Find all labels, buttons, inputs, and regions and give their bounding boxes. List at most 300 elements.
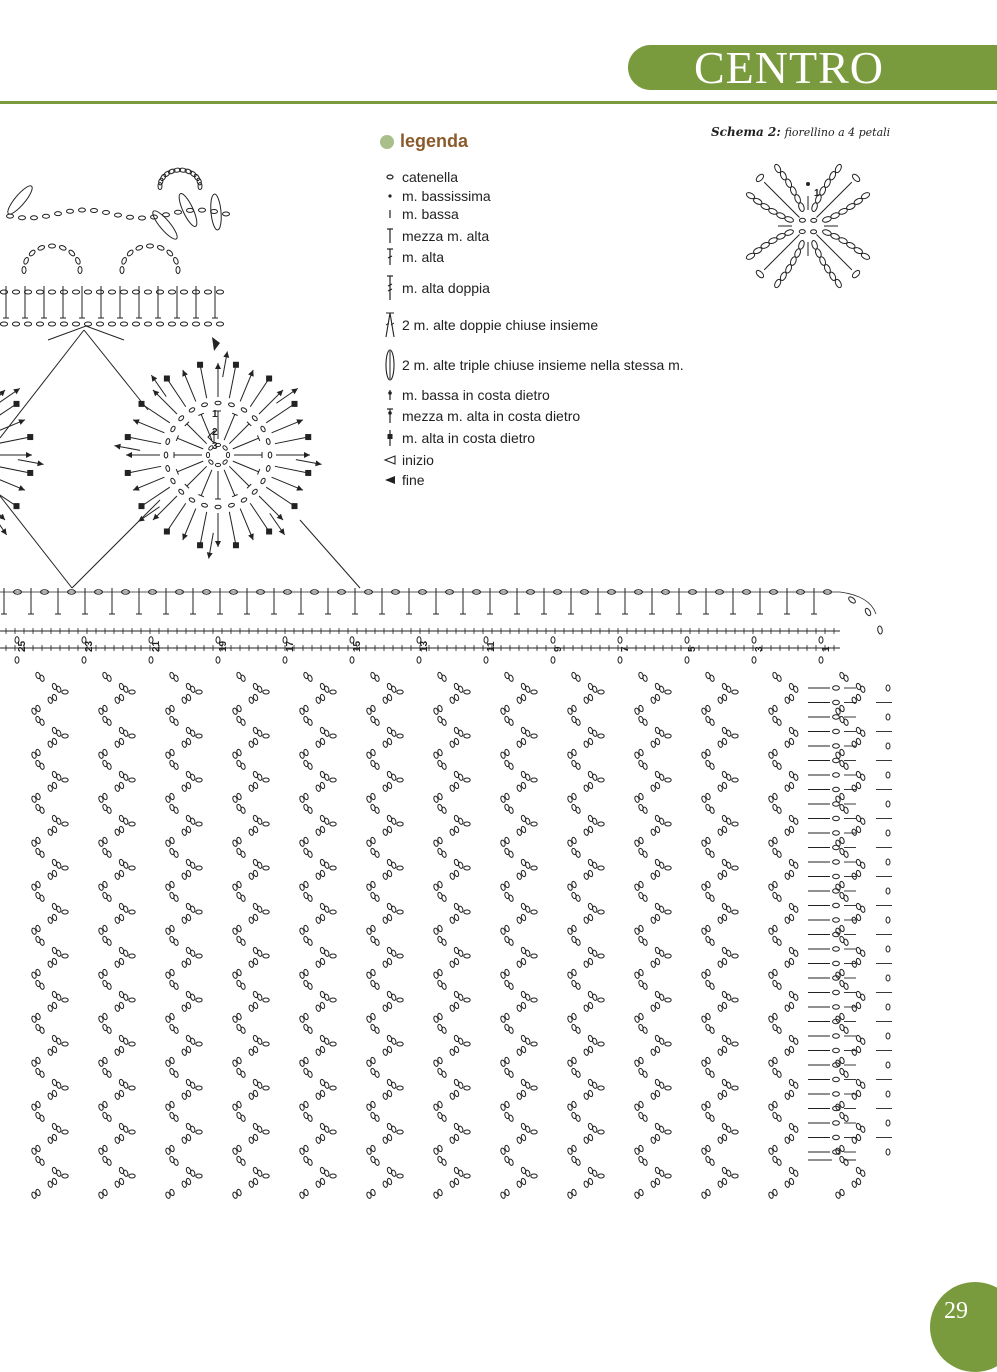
circular-motif (114, 337, 321, 559)
chain-stitch (196, 1130, 202, 1134)
chain-stitch (665, 1174, 671, 1178)
chain-stitch (240, 983, 246, 990)
chain-stitch (23, 257, 29, 265)
back-loop-mark (266, 528, 272, 534)
chain-stitch (726, 686, 732, 693)
chain-stitch (36, 322, 43, 326)
arch (120, 244, 180, 274)
chain-stitch (391, 1126, 397, 1133)
chain-stitch (196, 822, 202, 826)
back-loop-mark (305, 470, 311, 476)
chain-stitch (860, 906, 866, 913)
chain-stitch (48, 290, 55, 294)
chain-stitch (665, 734, 671, 738)
chain-stitch (441, 675, 447, 682)
chain-stitch (330, 690, 336, 694)
chain-stitch (307, 851, 313, 858)
chain-stitch (598, 1174, 604, 1178)
chain-stitch (886, 888, 890, 894)
legend-item (380, 227, 489, 245)
chain-stitch (251, 488, 258, 495)
chain-stitch (39, 939, 45, 946)
chain-stitch (592, 950, 598, 957)
chain-stitch (665, 866, 671, 870)
chain-stitch (165, 438, 170, 445)
chain-stitch (642, 1115, 648, 1122)
legend-item (380, 471, 425, 489)
back-loop-mark (291, 401, 297, 407)
chain-stitch (592, 1126, 598, 1133)
chain-stitch (592, 906, 598, 913)
chain-stitch (441, 1159, 447, 1166)
chain-stitch (598, 1086, 604, 1090)
chain-stitch (709, 675, 715, 682)
chain-stitch (82, 657, 86, 663)
chain-stitch (458, 906, 464, 913)
chain-stitch (129, 778, 135, 782)
chain-stitch (464, 778, 470, 782)
chain-stitch (793, 730, 799, 737)
legend-label: fine (402, 472, 425, 488)
chain-stitch (464, 1174, 470, 1178)
back-loop-mark (233, 362, 239, 368)
chain-stitch (216, 322, 223, 326)
chain-stitch (732, 866, 738, 870)
chain-stitch (726, 730, 732, 737)
chain-stitch (196, 1042, 202, 1046)
chain-stitch (39, 675, 45, 682)
chain-stitch (56, 906, 62, 913)
chain-stitch (508, 983, 514, 990)
chain-stitch (525, 1038, 531, 1045)
chain-stitch (7, 214, 14, 218)
chain-stitch (441, 983, 447, 990)
chain-stitch (886, 714, 890, 720)
chain-stitch (575, 1159, 581, 1166)
chain-stitch (330, 1174, 336, 1178)
chain-stitch (12, 290, 19, 294)
chain-stitch (330, 1042, 336, 1046)
chain-stitch (196, 734, 202, 738)
back-loop-mark (125, 434, 131, 440)
chain-stitch (144, 322, 151, 326)
chain-stitch (263, 866, 269, 870)
chain-stitch (732, 822, 738, 826)
chain-stitch (886, 1004, 890, 1010)
chain-stitch (72, 322, 79, 326)
cluster-mark (126, 452, 132, 458)
chain-stitch (15, 657, 19, 663)
chain-stitch (776, 1115, 782, 1122)
cluster-mark (215, 363, 221, 369)
chain-stitch (173, 851, 179, 858)
chain-stitch (129, 1042, 135, 1046)
stitch-post (167, 379, 186, 407)
chain-stitch (665, 998, 671, 1002)
cluster-mark (0, 514, 5, 520)
chain-stitch (752, 657, 756, 663)
chain-stitch (192, 322, 199, 326)
chain-stitch (525, 686, 531, 693)
chain-stitch (551, 637, 555, 643)
chain-stitch (263, 734, 269, 738)
chain-stitch (263, 1130, 269, 1134)
chain-stitch (257, 862, 263, 869)
chain-stitch (198, 183, 202, 190)
chain-stitch (525, 1170, 531, 1177)
chain-stitch (752, 637, 756, 643)
chain-stitch (642, 719, 648, 726)
chain-stitch (642, 807, 648, 814)
legend-item (380, 407, 580, 425)
chain-stitch (123, 950, 129, 957)
chain-stitch (732, 734, 738, 738)
connector-line (0, 496, 72, 588)
stitch-post (224, 470, 235, 496)
chain-stitch (39, 895, 45, 902)
chain-stitch (642, 763, 648, 770)
chain-stitch (709, 895, 715, 902)
chain-stitch (397, 1086, 403, 1090)
chain-stitch (833, 715, 840, 719)
chain-stitch (123, 1038, 129, 1045)
chain-stitch (732, 954, 738, 958)
chain-stitch (240, 675, 246, 682)
chain-stitch (773, 163, 782, 173)
chain-stitch (196, 954, 202, 958)
cluster-petal (209, 194, 222, 231)
chain-stitch (709, 763, 715, 770)
chain-stitch (190, 1082, 196, 1089)
stitch-post (142, 404, 170, 423)
chain-stitch (223, 212, 230, 216)
chain-stitch (833, 787, 840, 791)
treble-crochet-symbol-icon (380, 275, 400, 301)
chain-stitch (755, 269, 765, 279)
connector-line (300, 520, 360, 588)
chain-stitch (374, 719, 380, 726)
stitch-post (200, 365, 207, 398)
cluster-mark (304, 452, 310, 458)
stitch-post (229, 466, 249, 486)
chain-stitch (307, 1027, 313, 1034)
chain-stitch (508, 1027, 514, 1034)
chain-stitch (129, 822, 135, 826)
chain-stitch (843, 675, 849, 682)
chain-stitch (106, 763, 112, 770)
chain-stitch (123, 1170, 129, 1177)
chain-stitch (441, 1071, 447, 1078)
cluster-mark (13, 388, 20, 394)
legend-label: m. alta (402, 249, 445, 265)
chain-stitch (860, 686, 866, 693)
chain-stitch (56, 1170, 62, 1177)
chain-stitch (190, 1126, 196, 1133)
chain-stitch (196, 998, 202, 1002)
chain-stitch (464, 954, 470, 958)
slip-stitch-symbol-icon (380, 190, 400, 202)
chain-stitch (732, 690, 738, 694)
stitch-post (233, 438, 259, 449)
chain-stitch (201, 503, 208, 508)
chain-stitch (330, 954, 336, 958)
chain-stitch (745, 252, 755, 261)
chain-stitch (531, 1086, 537, 1090)
chain-stitch (886, 975, 890, 981)
chain-stitch (397, 954, 403, 958)
chain-stitch (120, 290, 127, 294)
chain-stitch (260, 426, 266, 433)
chain-stitch (833, 874, 840, 878)
chain-stitch (776, 1071, 782, 1078)
chain-stitch (156, 290, 163, 294)
chain-stitch (240, 1071, 246, 1078)
chain-stitch (132, 322, 139, 326)
chain-stitch (129, 734, 135, 738)
chain-stitch (240, 851, 246, 858)
chain-stitch (157, 245, 165, 251)
chain-stitch (374, 1027, 380, 1034)
chain-stitch (659, 818, 665, 825)
chain-stitch (123, 774, 129, 781)
chain-stitch (263, 910, 269, 914)
chain-stitch (441, 851, 447, 858)
chain-stitch (833, 1034, 840, 1038)
chain-stitch (257, 818, 263, 825)
chain-stitch (0, 322, 7, 326)
chain-stitch (0, 290, 7, 294)
round-label: 2 (212, 427, 218, 438)
connector-line (84, 330, 148, 410)
back-loop-mark (13, 401, 19, 407)
back-loop-mark (27, 434, 33, 440)
chain-stitch (268, 452, 272, 458)
chain-stitch (129, 1174, 135, 1178)
chain-stitch (860, 994, 866, 1001)
chain-stitch (793, 906, 799, 913)
chain-stitch (164, 452, 168, 458)
chain-stitch (173, 895, 179, 902)
chain-stitch (793, 950, 799, 957)
legend-label: mezza m. alta (402, 228, 490, 244)
chain-stitch (391, 862, 397, 869)
stitch-post (0, 466, 30, 473)
chain-stitch (659, 1038, 665, 1045)
chain-stitch (860, 730, 866, 737)
chain-stitch (508, 1115, 514, 1122)
chain-stitch (103, 210, 110, 214)
chain-stitch (848, 596, 857, 605)
chain-stitch (330, 1086, 336, 1090)
chain-stitch (659, 994, 665, 1001)
chain-stitch (263, 822, 269, 826)
chain-stitch (241, 407, 248, 413)
chain-stitch (659, 950, 665, 957)
chain-stitch (43, 214, 50, 218)
chain-stitch (190, 730, 196, 737)
chain-stitch (531, 954, 537, 958)
chain-stitch (531, 690, 537, 694)
legend-item (380, 205, 459, 223)
chain-stitch (190, 818, 196, 825)
cluster-mark (279, 528, 285, 535)
chain-stitch (575, 851, 581, 858)
chain-stitch (659, 774, 665, 781)
cluster-mark (315, 460, 321, 466)
row-number: 15 (352, 640, 363, 652)
chain-stitch (726, 906, 732, 913)
chain-stitch (123, 1126, 129, 1133)
chain-stitch (106, 939, 112, 946)
chain-stitch (441, 807, 447, 814)
chain-stitch (833, 918, 840, 922)
chain-stitch (776, 763, 782, 770)
chain-stitch (166, 249, 174, 257)
row-number: 19 (218, 640, 229, 652)
chain-stitch (324, 730, 330, 737)
chain-stitch (793, 774, 799, 781)
chain-stitch (833, 1048, 840, 1052)
chain-stitch (531, 734, 537, 738)
chain-stitch (843, 763, 849, 770)
back-loop-mark (27, 470, 33, 476)
chain-stitch (190, 950, 196, 957)
chain-stitch (173, 719, 179, 726)
chain-stitch (120, 322, 127, 326)
cluster-mark (1, 528, 7, 535)
chain-stitch (31, 216, 38, 220)
chain-stitch (508, 851, 514, 858)
chain-stitch (240, 939, 246, 946)
chain-stitch (391, 906, 397, 913)
chain-stitch (685, 657, 689, 663)
chain-stitch (458, 994, 464, 1001)
chain-stitch (525, 1082, 531, 1089)
chain-stitch (642, 1027, 648, 1034)
schema2-subtitle: fiorellino a 4 petali (784, 126, 891, 139)
chain-stitch (732, 778, 738, 782)
row-number: 1 (821, 646, 832, 652)
chain-stitch (458, 818, 464, 825)
chain-stitch (39, 719, 45, 726)
chain-stitch (575, 1071, 581, 1078)
chain-stitch (168, 322, 175, 326)
chain-stitch (833, 729, 840, 733)
chain-stitch (458, 950, 464, 957)
chain-stitch (173, 675, 179, 682)
chain-stitch (665, 690, 671, 694)
chain-stitch (659, 686, 665, 693)
chain-stitch (642, 1071, 648, 1078)
schema2-caption (711, 125, 890, 139)
row-number: 17 (285, 640, 296, 652)
chain-stitch (598, 1130, 604, 1134)
chain-stitch (240, 895, 246, 902)
chain-stitch (525, 730, 531, 737)
chain-stitch (642, 939, 648, 946)
legend-label: m. bassissima (402, 188, 491, 204)
chain-stitch (374, 1071, 380, 1078)
chain-stitch (68, 249, 76, 257)
chain-stitch (257, 1082, 263, 1089)
chain-stitch (551, 657, 555, 663)
chain-stitch (39, 983, 45, 990)
row-number: 3 (754, 646, 765, 652)
chain-stitch (417, 657, 421, 663)
chain-stitch (165, 465, 170, 472)
chain-stitch (330, 998, 336, 1002)
connector-line (0, 330, 84, 438)
chain-stitch (860, 191, 870, 200)
chain-stitch (776, 719, 782, 726)
stitch-post (233, 461, 259, 472)
chain-stitch (726, 1038, 732, 1045)
chain-stitch (659, 1082, 665, 1089)
chain-stitch (374, 939, 380, 946)
chain-stitch (592, 686, 598, 693)
chain-stitch (62, 910, 68, 914)
chain-stitch (106, 1071, 112, 1078)
chain-stitch (793, 1082, 799, 1089)
chain-stitch (755, 173, 765, 183)
corner-curve (840, 592, 876, 614)
chain-stitch (56, 774, 62, 781)
chain-stitch (374, 895, 380, 902)
legend-label: catenella (402, 169, 459, 185)
chain-stitch (397, 1130, 403, 1134)
chain-stitch (62, 1130, 68, 1134)
chain-stitch (886, 685, 890, 691)
chain-stitch (834, 163, 843, 173)
chain-stitch (458, 1038, 464, 1045)
chain-stitch (324, 950, 330, 957)
chain-stitch (531, 1130, 537, 1134)
chain-stitch (307, 1159, 313, 1166)
chain-stitch (39, 763, 45, 770)
chain-stitch (175, 210, 182, 214)
chain-stitch (685, 637, 689, 643)
chain-stitch (598, 1042, 604, 1046)
chain-stitch (391, 1082, 397, 1089)
chain-stitch (215, 401, 221, 405)
chain-stitch (441, 763, 447, 770)
chain-stitch (135, 245, 143, 251)
chain-stitch (160, 173, 167, 181)
chain-stitch (189, 407, 196, 413)
chain-stitch (525, 994, 531, 1001)
chain-stitch (257, 730, 263, 737)
chain-stitch (108, 322, 115, 326)
legend-item (380, 451, 434, 469)
chain-stitch (773, 278, 782, 288)
chain-stitch (266, 465, 271, 472)
chain-stitch (508, 675, 514, 682)
schema2-title: Schema 2: (711, 125, 781, 139)
chain-stitch (726, 1082, 732, 1089)
chain-stitch (96, 290, 103, 294)
chain-stitch (330, 1130, 336, 1134)
chain-stitch (598, 822, 604, 826)
legend-label: mezza m. alta in costa dietro (402, 408, 581, 424)
chain-stitch (860, 774, 866, 781)
chain-stitch (665, 1130, 671, 1134)
chain-stitch (665, 1042, 671, 1046)
chain-stitch (458, 730, 464, 737)
chain-stitch (886, 1149, 890, 1155)
circular-motif-partial (0, 351, 44, 558)
chain-stitch (72, 290, 79, 294)
chain-stitch (263, 1174, 269, 1178)
